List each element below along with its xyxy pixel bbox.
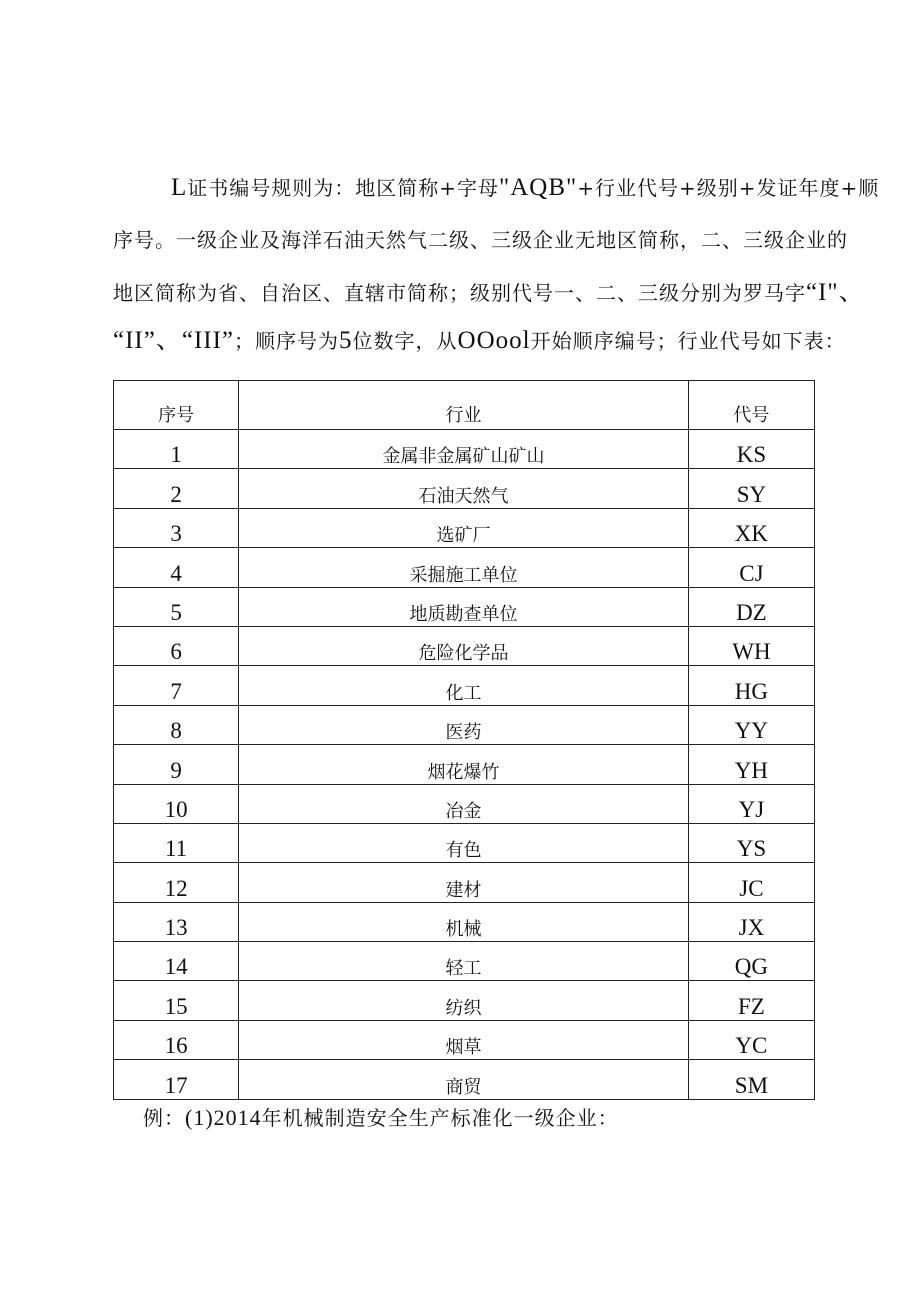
row-serial: 6 — [114, 626, 239, 665]
row-code: SM — [688, 1060, 814, 1099]
table-row — [114, 784, 815, 823]
header-serial: 序号 — [114, 381, 239, 430]
paragraph-line-3 — [113, 272, 865, 308]
example-prefix: 例： — [143, 1106, 185, 1130]
table-row — [114, 548, 815, 587]
row-industry: 采掘施工单位 — [239, 548, 689, 587]
table-row — [114, 823, 815, 862]
row-code: HG — [688, 666, 814, 705]
row-code: YY — [688, 705, 814, 744]
row-serial: 12 — [114, 863, 239, 902]
row-code: WH — [688, 626, 814, 665]
example-latin: (1)2014 — [185, 1105, 262, 1130]
paragraph-line-4 — [113, 320, 846, 356]
line4-text-a: ；顺序号为 — [234, 329, 340, 353]
row-serial: 15 — [114, 981, 239, 1020]
row-industry: 地质勘查单位 — [239, 587, 689, 626]
table-row — [114, 705, 815, 744]
header-code: 代号 — [688, 381, 814, 430]
table-row — [114, 1020, 815, 1059]
row-industry: 冶金 — [239, 784, 689, 823]
table-row — [114, 666, 815, 705]
row-code: XK — [688, 508, 814, 547]
row-serial: 11 — [114, 823, 239, 862]
row-industry: 建材 — [239, 863, 689, 902]
row-industry: 化工 — [239, 666, 689, 705]
row-serial: 17 — [114, 1060, 239, 1099]
line4-latin-b: 5 — [339, 327, 353, 354]
row-serial: 16 — [114, 1020, 239, 1059]
row-code: QG — [688, 942, 814, 981]
row-code: JX — [688, 902, 814, 941]
row-industry: 选矿厂 — [239, 508, 689, 547]
row-industry: 危险化学品 — [239, 626, 689, 665]
row-code: DZ — [688, 587, 814, 626]
row-serial: 9 — [114, 745, 239, 784]
row-code: YJ — [688, 784, 814, 823]
line4-text-c: 开始顺序编号；行业代号如下表： — [530, 329, 846, 353]
line1-text: 证书编号规则为：地区简称+字母 — [187, 176, 500, 200]
row-industry: 医药 — [239, 705, 689, 744]
list-marker: L — [171, 174, 188, 201]
row-serial: 10 — [114, 784, 239, 823]
line3-text: 地区简称为省、自治区、直辖市简称；级别代号一、二、三级分别为罗马字 — [113, 281, 806, 305]
row-industry: 石油天然气 — [239, 469, 689, 508]
table-row — [114, 981, 815, 1020]
row-serial: 3 — [114, 508, 239, 547]
table-row — [114, 863, 815, 902]
row-code: FZ — [688, 981, 814, 1020]
row-serial: 13 — [114, 902, 239, 941]
row-code: JC — [688, 863, 814, 902]
table-row — [114, 587, 815, 626]
table-row — [114, 508, 815, 547]
row-industry: 烟草 — [239, 1020, 689, 1059]
line4-latin-c: OOool — [457, 327, 531, 354]
example-text: 年机械制造安全生产标准化一级企业： — [261, 1106, 619, 1130]
line4-text-b: 位数字，从 — [352, 329, 458, 353]
industry-code-table — [113, 380, 815, 1100]
line3-latin: “I"、 — [806, 279, 865, 306]
table-row — [114, 626, 815, 665]
row-serial: 8 — [114, 705, 239, 744]
line1-latin: "AQB" — [499, 174, 578, 201]
row-serial: 2 — [114, 469, 239, 508]
row-serial: 4 — [114, 548, 239, 587]
row-code: CJ — [688, 548, 814, 587]
row-industry: 机械 — [239, 902, 689, 941]
table-header-row — [114, 381, 815, 430]
row-industry: 烟花爆竹 — [239, 745, 689, 784]
row-code: YS — [688, 823, 814, 862]
row-industry: 有色 — [239, 823, 689, 862]
row-serial: 14 — [114, 942, 239, 981]
row-serial: 7 — [114, 666, 239, 705]
table-row — [114, 902, 815, 941]
header-industry: 行业 — [239, 381, 689, 430]
table-row — [114, 942, 815, 981]
table-row — [114, 469, 815, 508]
row-serial: 1 — [114, 430, 239, 469]
row-code: SY — [688, 469, 814, 508]
row-code: YC — [688, 1020, 814, 1059]
table-row — [114, 1060, 815, 1099]
row-industry: 商贸 — [239, 1060, 689, 1099]
line4-latin-a: “II”、“III” — [113, 327, 235, 354]
row-industry: 金属非金属矿山矿山 — [239, 430, 689, 469]
table-row — [114, 430, 815, 469]
row-industry: 轻工 — [239, 942, 689, 981]
paragraph-line-2 — [113, 224, 848, 253]
example-line — [143, 1102, 619, 1131]
paragraph-line-1 — [171, 172, 879, 202]
row-code: YH — [688, 745, 814, 784]
table-row — [114, 745, 815, 784]
table-body — [114, 430, 815, 1100]
row-code: KS — [688, 430, 814, 469]
row-industry: 纺织 — [239, 981, 689, 1020]
row-serial: 5 — [114, 587, 239, 626]
line2-text: 序号。一级企业及海洋石油天然气二级、三级企业无地区简称，二、三级企业的 — [113, 228, 848, 252]
line1-rest: +行业代号+级别+发证年度+顺 — [577, 176, 880, 200]
